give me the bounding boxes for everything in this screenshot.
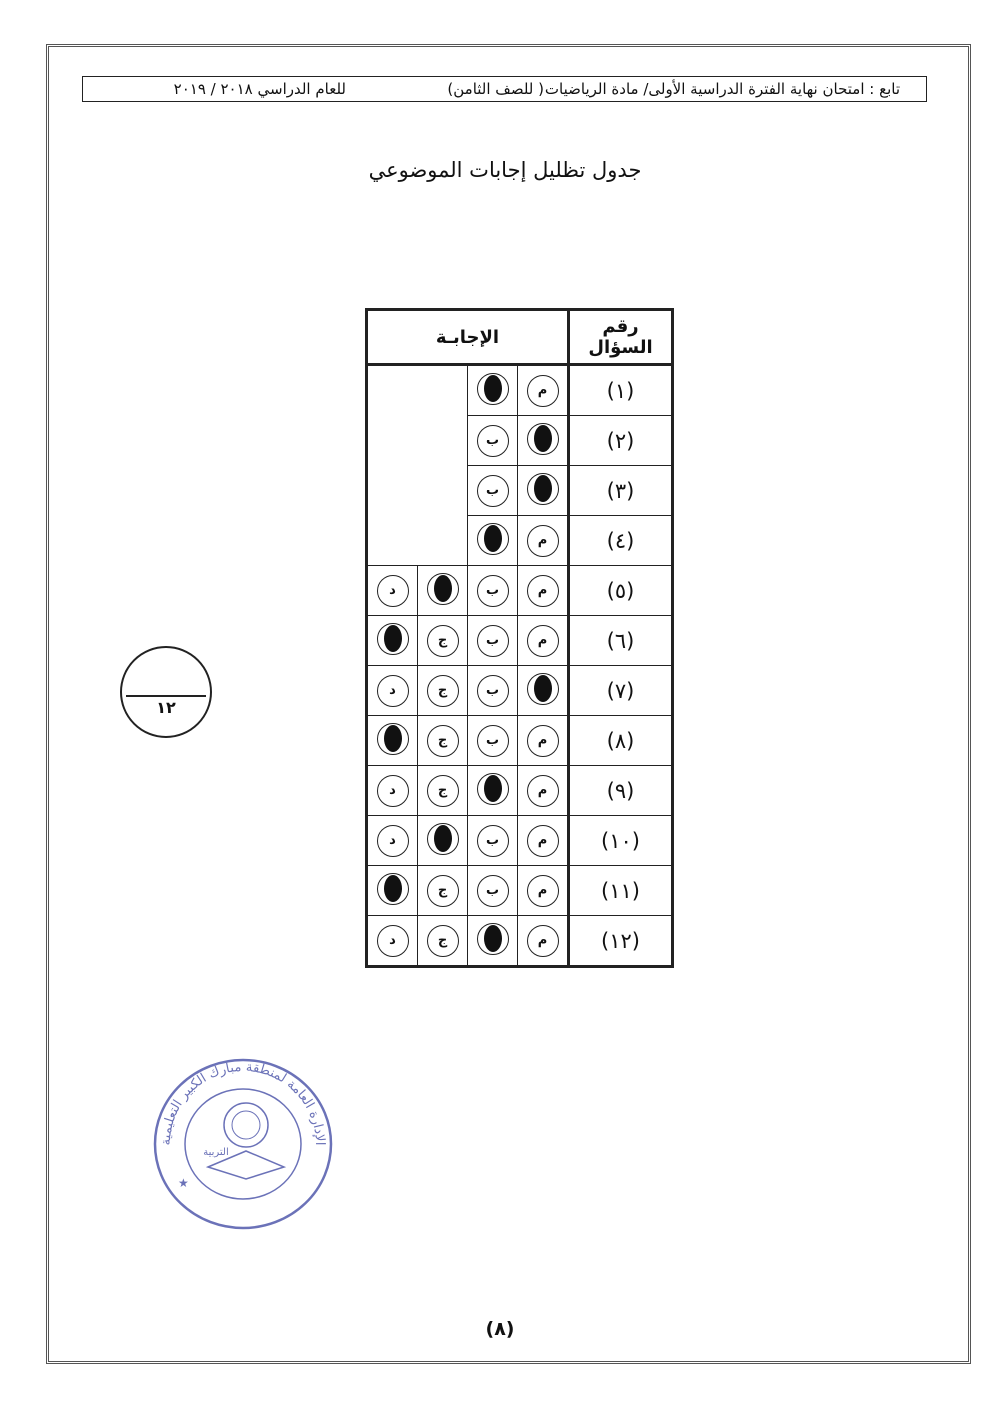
answer-bubble[interactable]: م (527, 875, 559, 907)
answer-option-cell (468, 566, 518, 616)
answer-bubble[interactable]: ب (477, 825, 509, 857)
question-number: (١٠) (569, 816, 673, 866)
answer-row (367, 666, 673, 716)
answer-bubble[interactable]: م (527, 725, 559, 757)
answer-bubble[interactable]: ج (427, 925, 459, 957)
answer-option-cell (468, 716, 518, 766)
question-number: (٣) (569, 466, 673, 516)
answer-bubble[interactable]: م (527, 625, 559, 657)
answer-option-cell (418, 666, 468, 716)
answer-option-cell (418, 766, 468, 816)
answer-bubble[interactable]: د (377, 775, 409, 807)
answer-option-cell (418, 816, 468, 866)
answer-bubble-filled[interactable] (527, 423, 559, 455)
answer-option-cell (468, 516, 518, 566)
answer-option-cell (418, 566, 468, 616)
answer-option-cell (468, 616, 518, 666)
answer-option-cell (468, 466, 518, 516)
question-number: (٢) (569, 416, 673, 466)
answer-option-cell (518, 466, 569, 516)
answer-option-cell (518, 365, 569, 416)
answer-bubble-filled[interactable] (527, 673, 559, 705)
answer-option-cell (367, 566, 418, 616)
answer-bubble[interactable]: ب (477, 675, 509, 707)
answer-bubble[interactable]: م (527, 775, 559, 807)
question-number: (٥) (569, 566, 673, 616)
answer-option-cell (367, 766, 418, 816)
answer-rows (367, 365, 673, 967)
answer-option-cell (367, 666, 418, 716)
official-stamp (150, 1055, 336, 1233)
question-number: (١) (569, 365, 673, 416)
empty-area (367, 365, 468, 566)
answer-bubble[interactable]: ب (477, 575, 509, 607)
answer-option-cell (518, 616, 569, 666)
answer-row (367, 916, 673, 967)
answer-row (367, 766, 673, 816)
answer-row (367, 566, 673, 616)
answer-option-cell (367, 816, 418, 866)
question-number: (١١) (569, 866, 673, 916)
answer-option-cell (367, 866, 418, 916)
answer-option-cell (367, 916, 418, 967)
answer-bubble-filled[interactable] (377, 623, 409, 655)
answer-row (367, 716, 673, 766)
answer-option-cell (518, 916, 569, 967)
exam-header (82, 76, 927, 102)
question-number: (٤) (569, 516, 673, 566)
question-number: (٩) (569, 766, 673, 816)
header-year: للعام الدراسي ٢٠١٨ / ٢٠١٩ (173, 80, 346, 98)
page-number: (٨) (485, 1318, 515, 1340)
answer-header: الإجابـة (367, 310, 569, 365)
answer-bubble[interactable]: ب (477, 875, 509, 907)
answer-bubble[interactable]: د (377, 675, 409, 707)
stamp-star-icon: ★ (178, 1176, 189, 1190)
question-number-header: رقم السؤال (569, 310, 673, 365)
answer-bubble-filled[interactable] (427, 823, 459, 855)
answer-option-cell (418, 866, 468, 916)
answer-option-cell (518, 566, 569, 616)
score-circle (120, 646, 212, 738)
stamp-text: الإدارة العامة لمنطقة مبارك الكبير التعليمية (158, 1059, 328, 1146)
answer-option-cell (367, 616, 418, 666)
answer-bubble-filled[interactable] (527, 473, 559, 505)
answer-option-cell (468, 766, 518, 816)
answer-option-cell (468, 416, 518, 466)
answer-option-cell (468, 666, 518, 716)
answer-bubble[interactable]: م (527, 925, 559, 957)
answer-option-cell (518, 516, 569, 566)
answer-option-cell (518, 416, 569, 466)
answer-bubble-filled[interactable] (477, 523, 509, 555)
answer-option-cell (518, 766, 569, 816)
answer-bubble[interactable]: ج (427, 625, 459, 657)
answer-bubble[interactable]: ب (477, 625, 509, 657)
answer-bubble[interactable]: م (527, 575, 559, 607)
answer-option-cell (418, 916, 468, 967)
answer-bubble[interactable]: ب (477, 425, 509, 457)
answer-bubble[interactable]: ج (427, 725, 459, 757)
answer-option-cell (468, 866, 518, 916)
question-number: (١٢) (569, 916, 673, 967)
answer-option-cell (518, 866, 569, 916)
answer-option-cell (418, 616, 468, 666)
question-number: (٨) (569, 716, 673, 766)
stamp-subtext: التربية (203, 1147, 229, 1158)
header-exam-title: تابع : امتحان نهاية الفترة الدراسية الأولى/ مادة الرياضيات (544, 80, 900, 98)
answer-option-cell (418, 716, 468, 766)
answer-bubble[interactable]: م (527, 375, 559, 407)
answer-bubble[interactable]: د (377, 925, 409, 957)
answer-bubble-filled[interactable] (477, 773, 509, 805)
answer-bubble-filled[interactable] (377, 873, 409, 905)
answer-row (367, 365, 673, 416)
answer-option-cell (468, 816, 518, 866)
answer-table (365, 308, 674, 968)
header-grade: ( للصف الثامن) (447, 80, 544, 98)
answer-bubble[interactable]: ب (477, 475, 509, 507)
answer-row (367, 816, 673, 866)
score-divider (126, 695, 206, 697)
answer-bubble[interactable]: ج (427, 775, 459, 807)
answer-option-cell (468, 916, 518, 967)
answer-option-cell (367, 716, 418, 766)
page-title: جدول تظليل إجابات الموضوعي (368, 158, 642, 182)
question-number: (٧) (569, 666, 673, 716)
score-value: ١٢ (156, 698, 176, 717)
answer-bubble-filled[interactable] (477, 923, 509, 955)
answer-bubble[interactable]: م (527, 825, 559, 857)
answer-option-cell (518, 716, 569, 766)
answer-option-cell (468, 365, 518, 416)
answer-bubble-filled[interactable] (427, 573, 459, 605)
answer-bubble[interactable]: ب (477, 725, 509, 757)
question-number: (٦) (569, 616, 673, 666)
answer-option-cell (518, 666, 569, 716)
answer-row (367, 616, 673, 666)
answer-bubble-filled[interactable] (377, 723, 409, 755)
answer-row (367, 866, 673, 916)
answer-bubble-filled[interactable] (477, 373, 509, 405)
answer-bubble[interactable]: د (377, 825, 409, 857)
answer-bubble[interactable]: ج (427, 875, 459, 907)
answer-bubble[interactable]: د (377, 575, 409, 607)
answer-option-cell (518, 816, 569, 866)
answer-bubble[interactable]: ج (427, 675, 459, 707)
answer-bubble[interactable]: م (527, 525, 559, 557)
